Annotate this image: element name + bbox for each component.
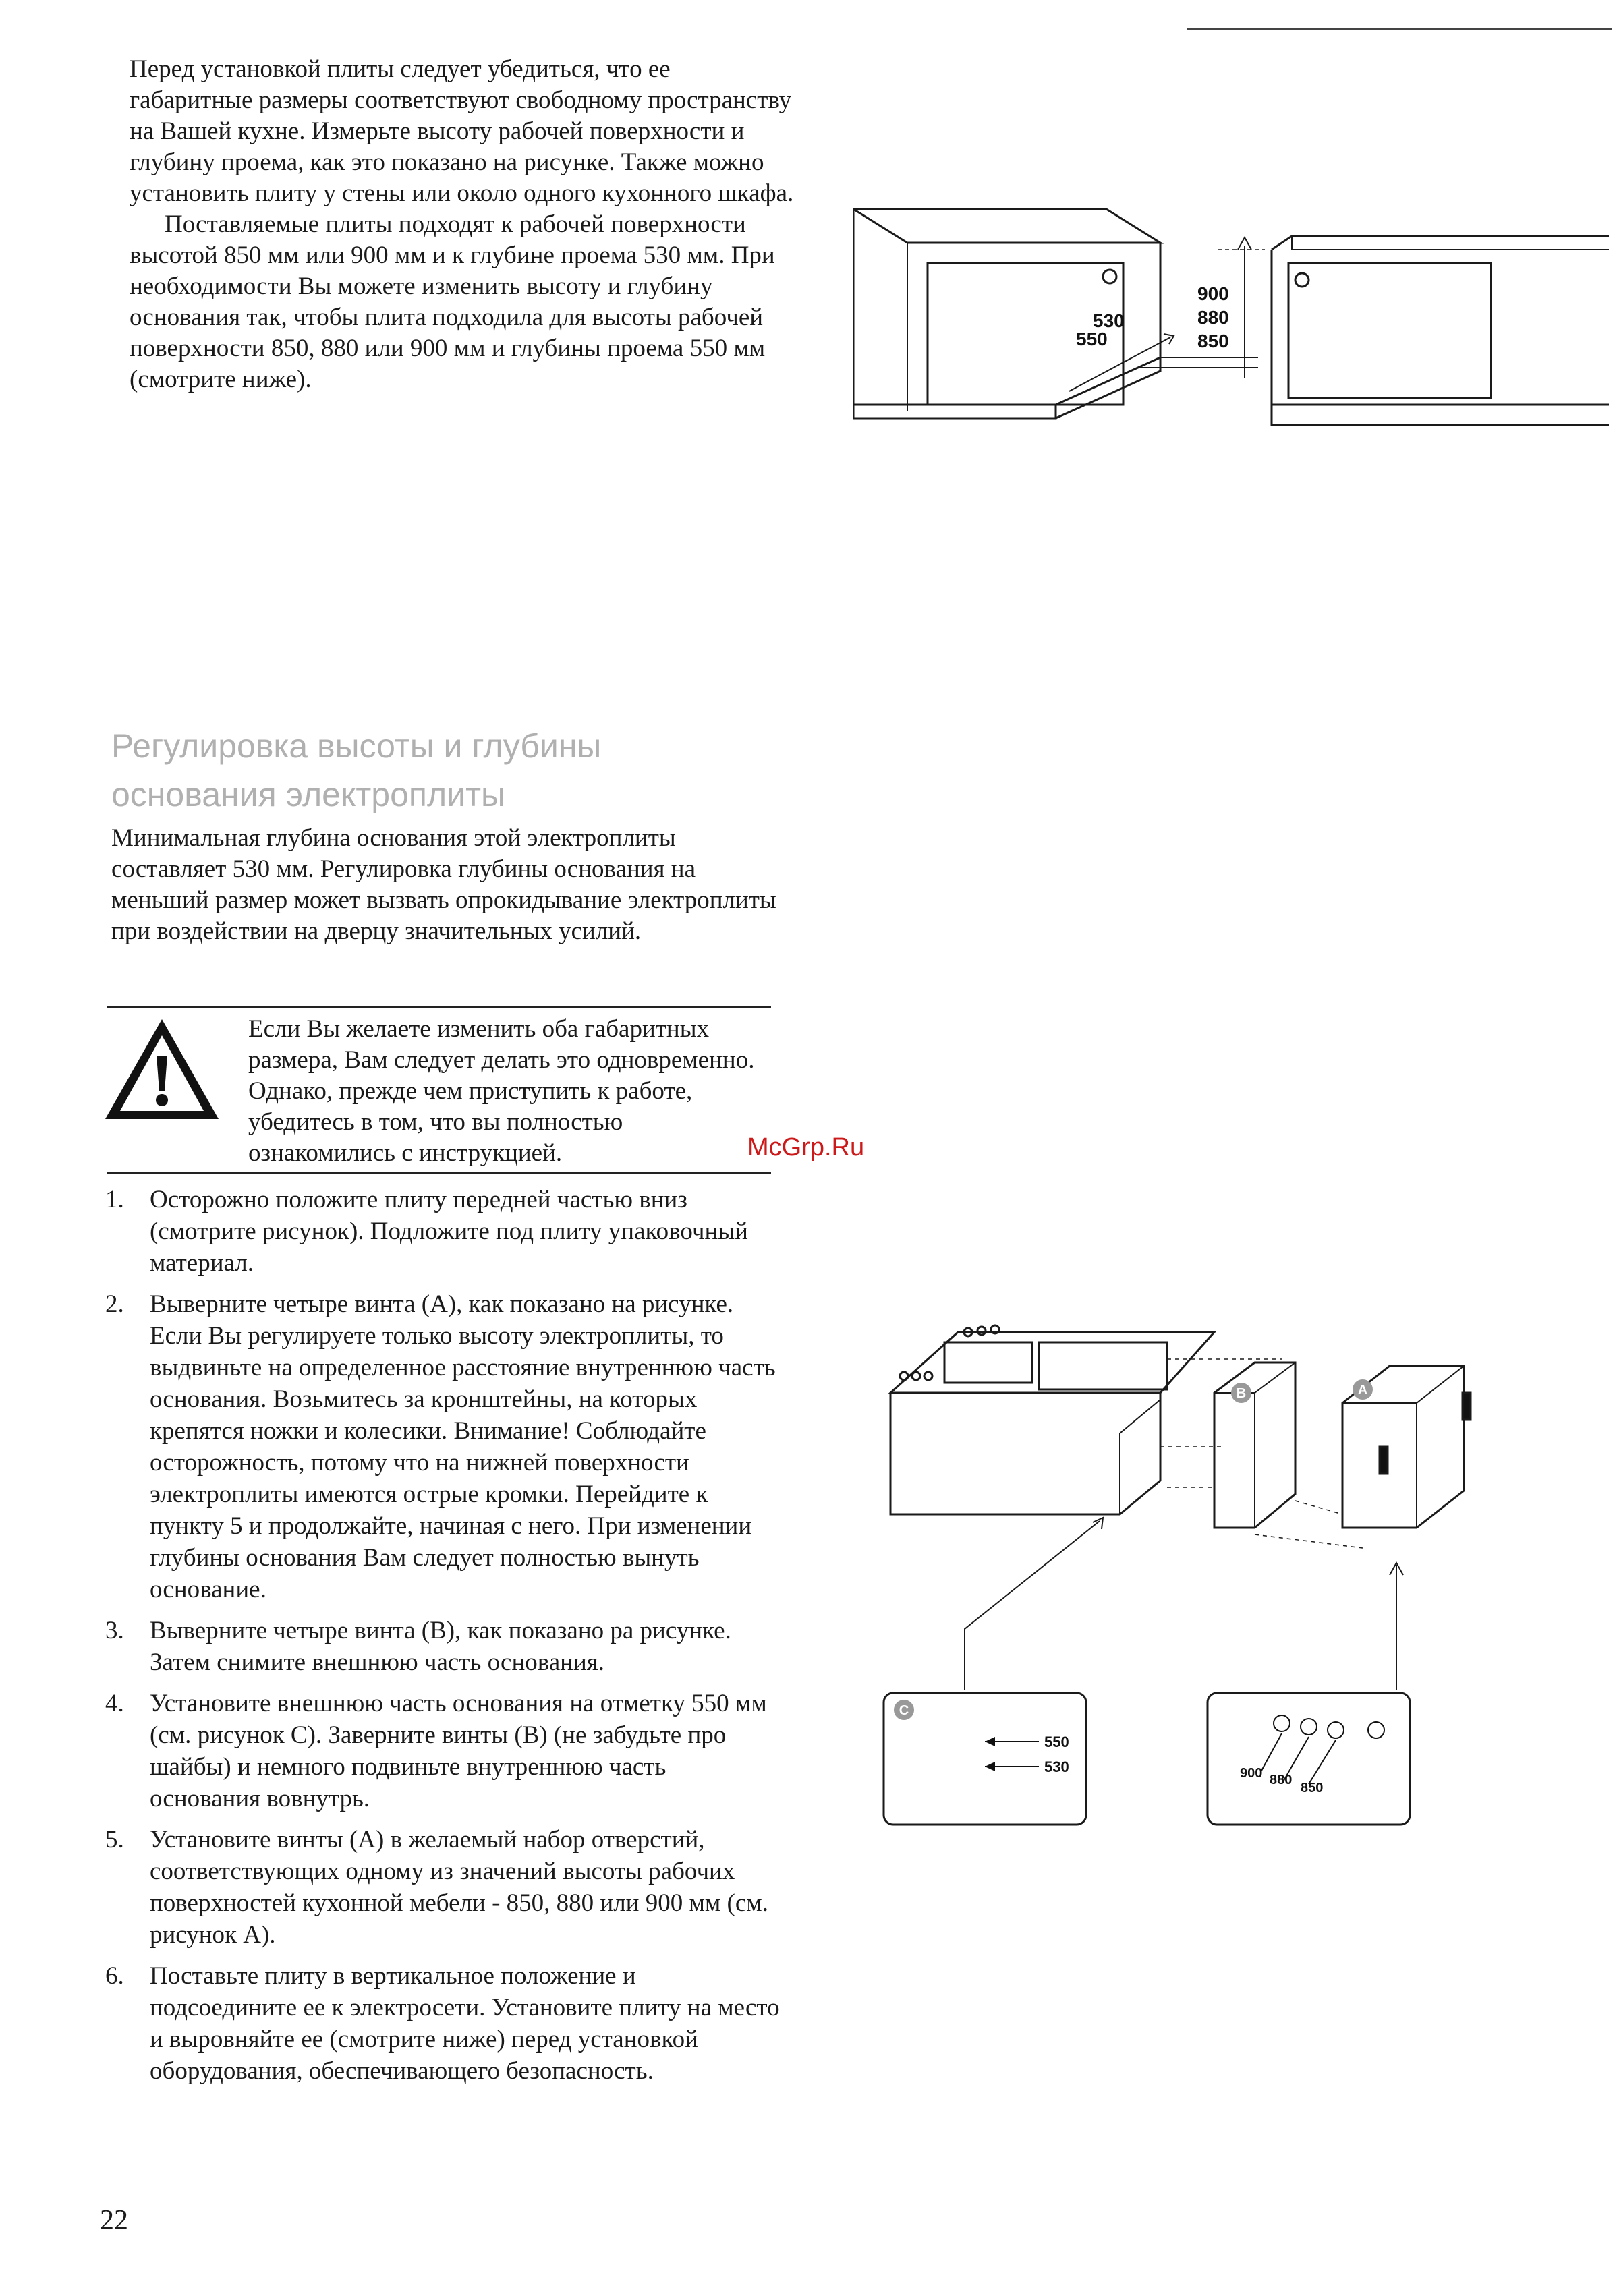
warning-top-rule (107, 1006, 771, 1008)
intro-text (130, 54, 797, 395)
step-text: Осторожно положите плиту передней частью вниз (смотрите рисунок). Подложите под плиту упаковочный материал. (150, 1186, 748, 1277)
step-item (101, 1615, 783, 1678)
step-number: 5. (105, 1826, 124, 1854)
warning-text: Если Вы желаете изменить оба габаритных размера, Вам следует делать это одновременно. Однако, прежде чем приступить к работе, убедитесь в том, что вы полностью ознакомились с инструкцией. (248, 1015, 755, 1167)
step-item (101, 1960, 783, 2087)
detail-a-label-900: 900 (1240, 1766, 1263, 1781)
detail-c-label-530: 530 (1044, 1758, 1069, 1775)
step-number: 6. (105, 1962, 124, 1990)
step-number: 1. (105, 1186, 124, 1213)
intro-paragraph-1: Перед установкой плиты следует убедиться, что ее габаритные размеры соответствуют свободному пространству на Вашей кухне. Измерьте высоту рабочей поверхности и глубину проема, как это показано на рисунке. Также можно установить плиту у стены или около одного кухонного шкафа. (130, 55, 794, 207)
base-adjustment-diagram (877, 1312, 1504, 1838)
detail-a-box (1208, 1693, 1410, 1825)
steps-list (101, 1184, 783, 2096)
depth-label-550: 550 (1076, 328, 1108, 349)
callout-b: B (1236, 1386, 1247, 1401)
cabinet-gap-diagram (853, 196, 1609, 452)
right-cabinet-door (1288, 263, 1491, 398)
step-item (101, 1688, 783, 1814)
step-text: Установите внешнюю часть основания на отметку 550 мм (см. рисунок C). Заверните винты (B) (не забудьте про шайбы) и немного подвиньте внутреннюю часть основания вовнутрь. (150, 1690, 767, 1812)
height-label-850: 850 (1197, 331, 1229, 351)
detail-a-label-850: 850 (1301, 1781, 1324, 1796)
warning-icon (101, 1015, 223, 1124)
section-heading-line-1: Регулировка высоты и глубины (111, 727, 602, 765)
intro-paragraph-2: Поставляемые плиты подходят к рабочей поверхности высотой 850 мм или 900 мм и к глубине проема 530 мм. При необходимости Вы можете изменить высоту и глубину основания так, чтобы плита подходила для высоты рабочей поверхности 850, 880 или 900 мм и глубины проема 550 мм (смотрите ниже). (130, 210, 775, 393)
section-body: Минимальная глубина основания этой электроплиты составляет 530 мм. Регулировка глубины основания на меньший размер может вызвать опрокидывание электроплиты при воздействии на дверцу значительных усилий. (111, 824, 776, 945)
height-label-900: 900 (1197, 283, 1229, 304)
step-item (101, 1824, 783, 1951)
callout-c: C (899, 1703, 909, 1718)
height-label-880: 880 (1197, 307, 1229, 328)
warning-bottom-rule (107, 1172, 771, 1174)
section-heading-line-2: основания электроплиты (111, 776, 505, 813)
step-number: 4. (105, 1690, 124, 1717)
step-item (101, 1184, 783, 1279)
step-text: Выверните четыре винта (A), как показано на рисунке. Если Вы регулируете только высоту электроплиты, то выдвиньте на определенное расстояние внутреннюю часть основания. Возьмитесь за кронштейны, на которых крепятся ножки и колесики. Внимание! Соблюдайте осторожность, потому что на нижней поверхности электроплиты имеются острые кромки. Перейдите к пункту 5 и продолжайте, начиная с него. При изменении глубины основания Вам следует полностью вынуть основание. (150, 1290, 776, 1603)
step-item (101, 1288, 783, 1605)
section-heading (111, 722, 786, 819)
step-number: 2. (105, 1290, 124, 1318)
step-text: Выверните четыре винта (B), как показано ра рисунке. Затем снимите внешнюю часть основания. (150, 1617, 731, 1676)
callout-a: A (1357, 1383, 1368, 1398)
page-number: 22 (100, 2205, 128, 2236)
detail-a-label-880: 880 (1270, 1773, 1293, 1787)
top-rule (1187, 28, 1612, 30)
detail-c-label-550: 550 (1044, 1733, 1069, 1750)
watermark: McGrp.Ru (747, 1133, 865, 1161)
step-text: Установите винты (A) в желаемый набор отверстий, соответствующих одному из значений высоты рабочих поверхностей кухонной мебели - 850, 880 или 900 мм (см. рисунок A). (150, 1826, 768, 1949)
step-text: Поставьте плиту в вертикальное положение и подсоедините ее к электросети. Установите плиту на место и выровняйте ее (смотрите ниже) перед установкой оборудования, обеспечивающего безопасность. (150, 1962, 780, 2085)
step-number: 3. (105, 1617, 124, 1644)
depth-label-530: 530 (1093, 310, 1125, 331)
